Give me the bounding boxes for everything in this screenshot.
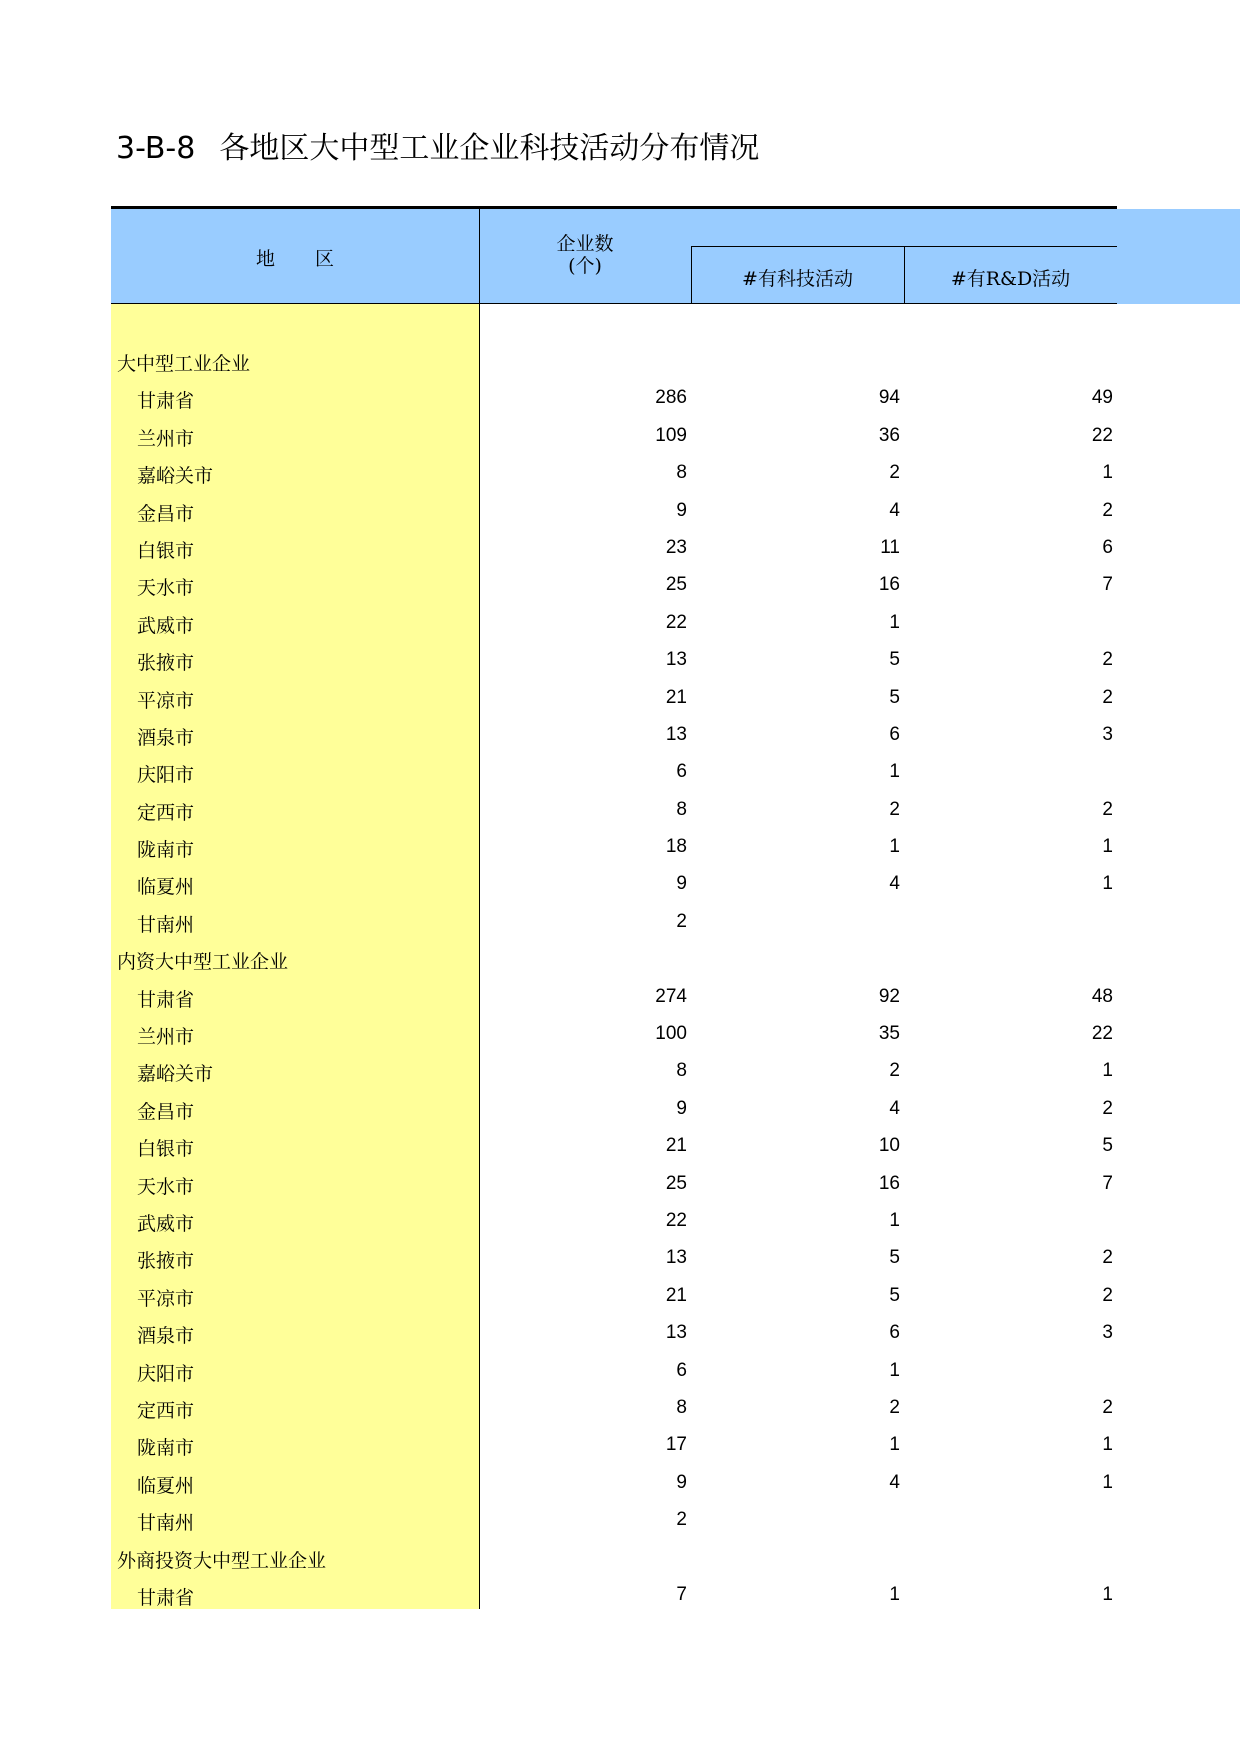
table-row bbox=[111, 754, 1117, 791]
rd-activity-cell: 7 bbox=[1102, 1172, 1113, 1194]
table-row bbox=[111, 1315, 1117, 1352]
enterprise-count-cell: 22 bbox=[665, 611, 687, 633]
region-label: 甘肃省 bbox=[137, 988, 195, 1011]
enterprise-count-cell: 9 bbox=[676, 499, 687, 521]
table-row bbox=[111, 1278, 1117, 1315]
table-row bbox=[111, 904, 1117, 941]
region-label: 定西市 bbox=[137, 1399, 195, 1422]
region-label: 酒泉市 bbox=[137, 726, 195, 749]
region-label: 平凉市 bbox=[137, 689, 195, 712]
table-row bbox=[111, 1128, 1117, 1165]
enterprise-count-cell: 13 bbox=[665, 649, 687, 671]
tech-activity-cell: 35 bbox=[878, 1023, 900, 1045]
enterprise-count-cell: 100 bbox=[655, 1023, 687, 1045]
enterprise-count-cell: 274 bbox=[655, 985, 687, 1007]
rd-activity-cell: 7 bbox=[1102, 574, 1113, 596]
table-row bbox=[111, 1353, 1117, 1390]
region-label: 平凉市 bbox=[137, 1287, 195, 1310]
tech-activity-cell: 4 bbox=[889, 499, 900, 521]
region-label: 陇南市 bbox=[137, 1437, 195, 1460]
tech-activity-cell: 10 bbox=[878, 1135, 900, 1157]
tech-activity-cell: 16 bbox=[878, 574, 900, 596]
table-row bbox=[111, 1203, 1117, 1240]
tech-activity-cell: 5 bbox=[889, 649, 900, 671]
enterprise-count-cell: 13 bbox=[665, 1247, 687, 1269]
region-label: 嘉峪关市 bbox=[137, 465, 214, 488]
tech-activity-cell: 16 bbox=[878, 1172, 900, 1194]
tech-activity-cell: 4 bbox=[889, 873, 900, 895]
tech-activity-cell: 92 bbox=[878, 985, 900, 1007]
tech-activity-cell: 2 bbox=[889, 1060, 900, 1082]
rd-activity-cell: 2 bbox=[1102, 1284, 1113, 1306]
table-row bbox=[111, 1166, 1117, 1203]
region-label: 张掖市 bbox=[137, 652, 195, 675]
section-label: 外商投资大中型工业企业 bbox=[117, 1549, 327, 1572]
enterprise-count-cell: 9 bbox=[676, 1471, 687, 1493]
table-row bbox=[111, 829, 1117, 866]
enterprise-count-cell: 9 bbox=[676, 1097, 687, 1119]
rd-activity-cell: 2 bbox=[1102, 499, 1113, 521]
table-code: 3-B-8 bbox=[116, 131, 196, 166]
enterprise-count-cell: 9 bbox=[676, 873, 687, 895]
table-row bbox=[111, 792, 1117, 829]
enterprise-count-cell: 109 bbox=[655, 424, 687, 446]
table-row bbox=[111, 1577, 1117, 1614]
table-row bbox=[111, 1465, 1117, 1502]
tech-activity-cell: 6 bbox=[889, 723, 900, 745]
top-rule bbox=[111, 206, 1117, 209]
header-region-char-2: 区 bbox=[315, 248, 335, 270]
rd-activity-cell: 2 bbox=[1102, 1097, 1113, 1119]
table-row bbox=[111, 1053, 1117, 1090]
tech-activity-cell: 1 bbox=[889, 1434, 900, 1456]
header-count-label: 企业数 bbox=[556, 233, 614, 255]
rd-activity-cell: 1 bbox=[1102, 836, 1113, 858]
enterprise-count-cell: 6 bbox=[676, 761, 687, 783]
region-label: 武威市 bbox=[137, 1212, 195, 1235]
table-row bbox=[111, 455, 1117, 492]
tech-activity-cell: 1 bbox=[889, 1209, 900, 1231]
header-region bbox=[111, 244, 479, 271]
region-label: 兰州市 bbox=[137, 1026, 195, 1049]
region-label: 定西市 bbox=[137, 801, 195, 824]
rd-activity-cell: 1 bbox=[1102, 1471, 1113, 1493]
region-label: 临夏州 bbox=[137, 876, 195, 899]
region-label: 金昌市 bbox=[137, 1100, 195, 1123]
table-row bbox=[111, 1240, 1117, 1277]
header-enterprise-count bbox=[479, 233, 691, 277]
tech-activity-cell: 4 bbox=[889, 1097, 900, 1119]
enterprise-count-cell: 13 bbox=[665, 1322, 687, 1344]
enterprise-count-cell: 21 bbox=[665, 1284, 687, 1306]
region-label: 陇南市 bbox=[137, 839, 195, 862]
region-label: 酒泉市 bbox=[137, 1325, 195, 1348]
tech-activity-cell: 1 bbox=[889, 1583, 900, 1605]
tech-activity-cell: 94 bbox=[878, 387, 900, 409]
tech-activity-cell: 5 bbox=[889, 1247, 900, 1269]
table-row bbox=[111, 605, 1117, 642]
enterprise-count-cell: 2 bbox=[676, 1509, 687, 1531]
rd-activity-cell: 1 bbox=[1102, 1434, 1113, 1456]
region-label: 天水市 bbox=[137, 577, 195, 600]
rd-activity-cell: 6 bbox=[1102, 536, 1113, 558]
region-label: 临夏州 bbox=[137, 1474, 195, 1497]
region-label: 庆阳市 bbox=[137, 1362, 195, 1385]
rd-activity-cell: 1 bbox=[1102, 1583, 1113, 1605]
rd-activity-cell: 2 bbox=[1102, 686, 1113, 708]
region-label: 白银市 bbox=[137, 1138, 195, 1161]
enterprise-count-cell: 22 bbox=[665, 1209, 687, 1231]
enterprise-count-cell: 13 bbox=[665, 723, 687, 745]
rd-activity-cell: 2 bbox=[1102, 1396, 1113, 1418]
table-row bbox=[111, 866, 1117, 903]
table-row bbox=[111, 380, 1117, 417]
enterprise-count-cell: 8 bbox=[676, 798, 687, 820]
rd-activity-cell: 5 bbox=[1102, 1135, 1113, 1157]
region-label: 嘉峪关市 bbox=[137, 1063, 214, 1086]
enterprise-count-cell: 18 bbox=[665, 836, 687, 858]
table-row bbox=[111, 680, 1117, 717]
tech-activity-cell: 36 bbox=[878, 424, 900, 446]
table-row bbox=[111, 530, 1117, 567]
enterprise-count-cell: 17 bbox=[665, 1434, 687, 1456]
rd-activity-cell: 1 bbox=[1102, 462, 1113, 484]
region-label: 金昌市 bbox=[137, 502, 195, 525]
enterprise-count-cell: 23 bbox=[665, 536, 687, 558]
header-bottom-rule bbox=[111, 303, 1117, 304]
enterprise-count-cell: 6 bbox=[676, 1359, 687, 1381]
enterprise-count-cell: 7 bbox=[676, 1583, 687, 1605]
tech-activity-cell: 6 bbox=[889, 1322, 900, 1344]
tech-activity-cell: 1 bbox=[889, 611, 900, 633]
section-header-row bbox=[111, 941, 1117, 978]
tech-activity-cell: 5 bbox=[889, 1284, 900, 1306]
table-title-text: 各地区大中型工业企业科技活动分布情况 bbox=[219, 131, 760, 166]
table-row bbox=[111, 493, 1117, 530]
tech-activity-cell: 1 bbox=[889, 836, 900, 858]
tech-activity-cell: 5 bbox=[889, 686, 900, 708]
section-label: 大中型工业企业 bbox=[117, 353, 251, 375]
tech-activity-cell: 11 bbox=[880, 536, 900, 558]
section-header-row bbox=[111, 1540, 1117, 1577]
region-label: 甘肃省 bbox=[137, 1586, 195, 1609]
header-region-char-1: 地 bbox=[255, 248, 275, 270]
table-row bbox=[111, 1091, 1117, 1128]
rd-activity-cell: 2 bbox=[1102, 1247, 1113, 1269]
header-count-unit: (个) bbox=[568, 255, 602, 277]
header-rd-activity: #有R&D活动 bbox=[950, 268, 1071, 290]
page-title bbox=[116, 123, 759, 167]
tech-activity-cell: 1 bbox=[889, 761, 900, 783]
enterprise-count-cell: 286 bbox=[655, 387, 687, 409]
tech-activity-cell: 2 bbox=[889, 1396, 900, 1418]
table-row bbox=[111, 1427, 1117, 1464]
rd-activity-cell: 1 bbox=[1102, 1060, 1113, 1082]
table-row bbox=[111, 979, 1117, 1016]
table-row bbox=[111, 642, 1117, 679]
region-label: 甘南州 bbox=[137, 1512, 195, 1535]
table-row bbox=[111, 717, 1117, 754]
enterprise-count-cell: 25 bbox=[665, 1172, 687, 1194]
table-row bbox=[111, 567, 1117, 604]
enterprise-count-cell: 25 bbox=[665, 574, 687, 596]
table-row bbox=[111, 1390, 1117, 1427]
enterprise-count-cell: 8 bbox=[676, 462, 687, 484]
section-label: 内资大中型工业企业 bbox=[117, 951, 289, 974]
tech-activity-cell: 4 bbox=[889, 1471, 900, 1493]
enterprise-count-cell: 2 bbox=[676, 910, 687, 932]
tech-activity-cell: 1 bbox=[889, 1359, 900, 1381]
section-header-row bbox=[111, 343, 1117, 380]
header-tech-activity: #有科技活动 bbox=[742, 268, 853, 290]
region-label: 张掖市 bbox=[137, 1250, 195, 1273]
rd-activity-cell: 3 bbox=[1102, 723, 1113, 745]
table-row bbox=[111, 1016, 1117, 1053]
region-label: 兰州市 bbox=[137, 427, 195, 450]
region-label: 天水市 bbox=[137, 1175, 195, 1198]
region-label: 白银市 bbox=[137, 539, 195, 562]
rd-activity-cell: 22 bbox=[1091, 1023, 1113, 1045]
region-label: 庆阳市 bbox=[137, 764, 195, 787]
rd-activity-cell: 48 bbox=[1091, 985, 1113, 1007]
rd-activity-cell: 1 bbox=[1102, 873, 1113, 895]
rd-activity-cell: 3 bbox=[1102, 1322, 1113, 1344]
tech-activity-cell: 2 bbox=[889, 798, 900, 820]
table-row bbox=[111, 1502, 1117, 1539]
enterprise-count-cell: 8 bbox=[676, 1396, 687, 1418]
rd-activity-cell: 49 bbox=[1091, 387, 1113, 409]
rd-activity-cell: 2 bbox=[1102, 798, 1113, 820]
table-row bbox=[111, 418, 1117, 455]
region-label: 武威市 bbox=[137, 614, 195, 637]
rd-activity-cell: 2 bbox=[1102, 649, 1113, 671]
table-body bbox=[111, 343, 1117, 1614]
region-label: 甘南州 bbox=[137, 913, 195, 936]
enterprise-count-cell: 21 bbox=[665, 1135, 687, 1157]
tech-activity-cell: 2 bbox=[889, 462, 900, 484]
rd-activity-cell: 22 bbox=[1091, 424, 1113, 446]
enterprise-count-cell: 8 bbox=[676, 1060, 687, 1082]
region-label: 甘肃省 bbox=[137, 390, 195, 413]
enterprise-count-cell: 21 bbox=[665, 686, 687, 708]
